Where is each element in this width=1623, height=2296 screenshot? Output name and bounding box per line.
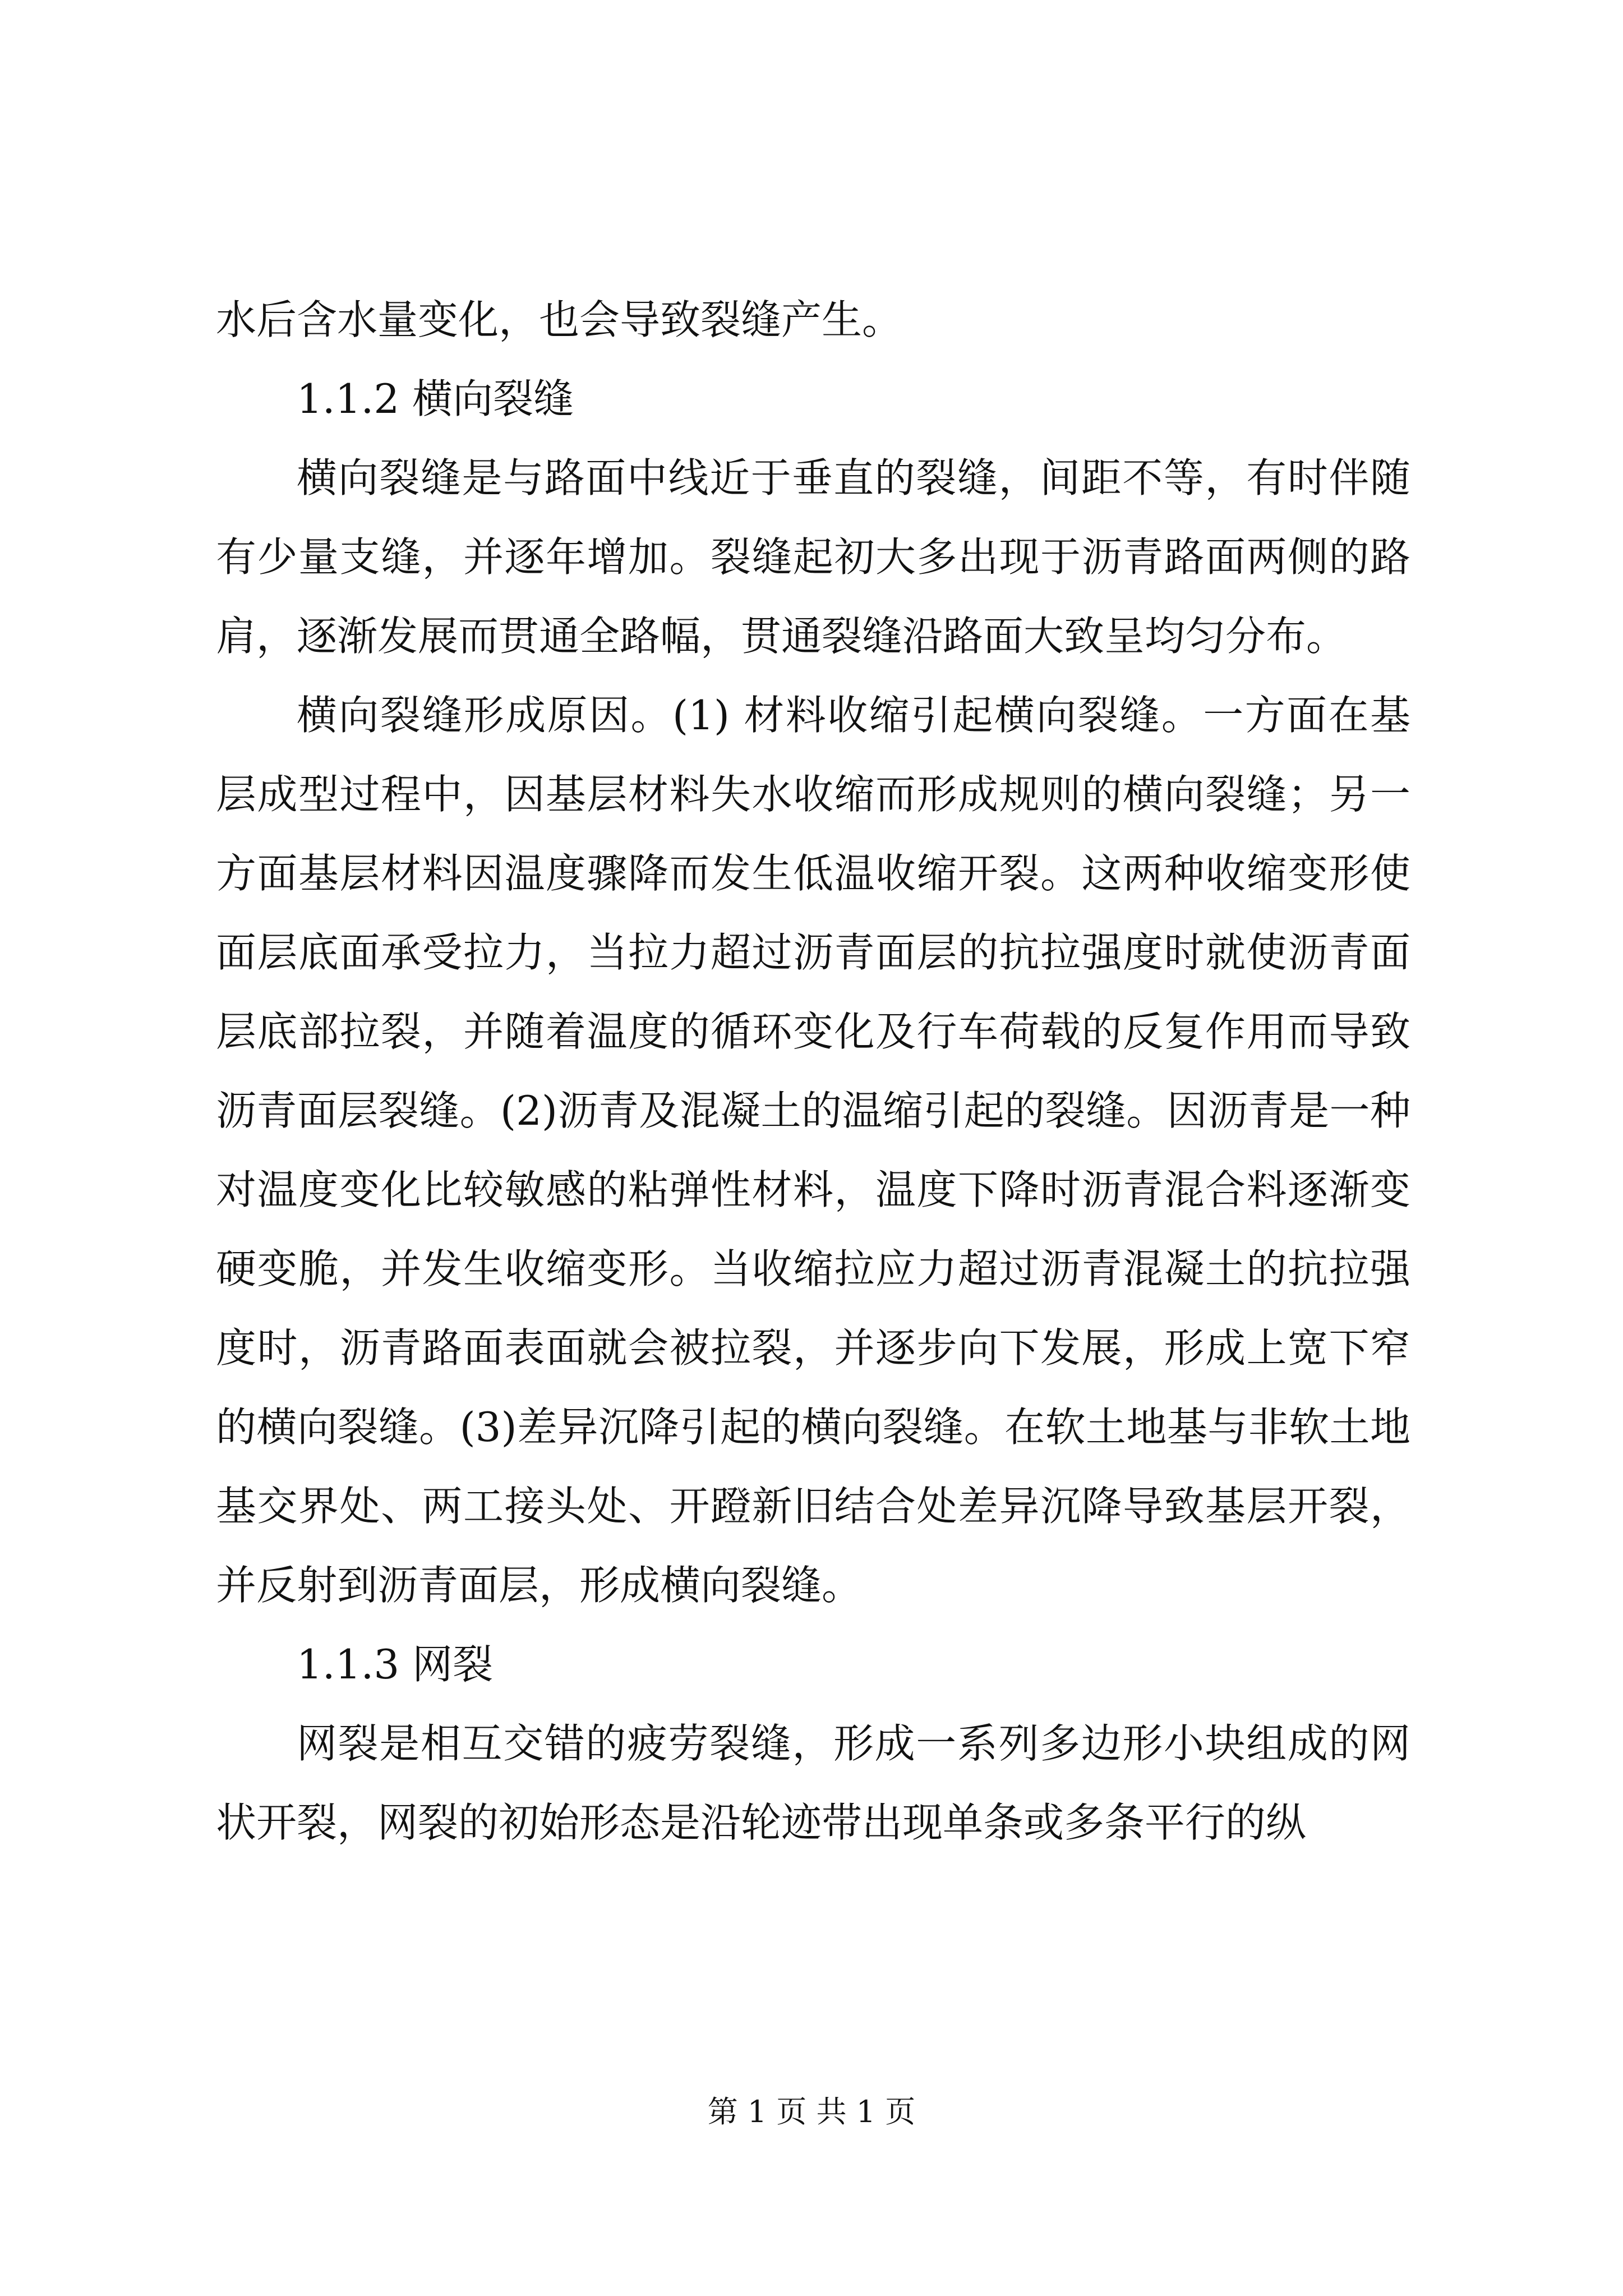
page-footer: 第 1 页 共 1 页 (707, 2094, 916, 2129)
paragraph-transverse-crack-definition: 横向裂缝是与路面中线近于垂直的裂缝，间距不等，有时伴随有少量支缝，并逐年增加。裂缝起初大多出现于沥青路面两侧的路肩，逐渐发展而贯通全路幅，贯通裂缝沿路面大致呈均匀分布。 (216, 454, 1410, 660)
paragraph-transverse-crack-causes: 横向裂缝形成原因。(1) 材料收缩引起横向裂缝。一方面在基层成型过程中，因基层材料失水收缩而形成规则的横向裂缝；另一方面基层材料因温度骤降而发生低温收缩开裂。这两种收缩变形使面层底面承受拉力，当拉力超过沥青面层的抗拉强度时就使沥青面层底部拉裂，并随着温度的循环变化及行车荷载的反复作用而导致沥青面层裂缝。(2)沥青及混凝土的温缩引起的裂缝。因沥青是一种对温度变化比较敏感的粘弹性材料，温度下降时沥青混合料逐渐变硬变脆，并发生收缩变形。当收缩拉应力超过沥青混凝土的抗拉强度时，沥青路面表面就会被拉裂，并逐步向下发展，形成上宽下窄的横向裂缝。(3)差异沉降引起的横向裂缝。在软土地基与非软土地基交界处、两工接头处、开蹬新旧结合处差异沉降导致基层开裂，并反射到沥青面层，形成横向裂缝。 (216, 692, 1410, 1609)
section-heading-1-1-2: 1.1.2 横向裂缝 (297, 375, 574, 422)
paragraph-network-crack: 网裂是相互交错的疲劳裂缝，形成一系列多边形小块组成的网状开裂，网裂的初始形态是沿轮迹带出现单条或多条平行的纵 (216, 1720, 1410, 1846)
paragraph-continuation: 水后含水量变化，也会导致裂缝产生。 (216, 296, 903, 343)
section-heading-1-1-3: 1.1.3 网裂 (297, 1641, 494, 1688)
body-text (216, 280, 1410, 1862)
